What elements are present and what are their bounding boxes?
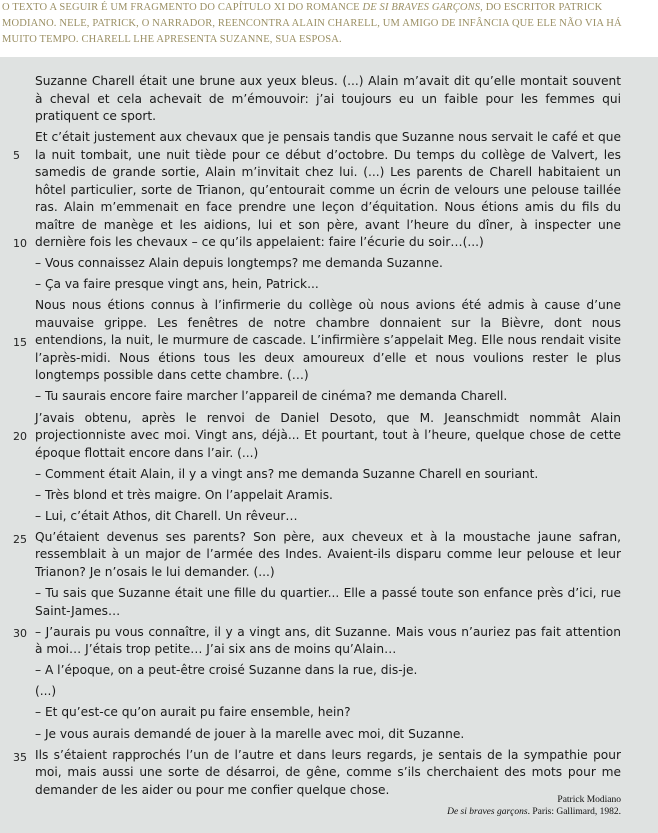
paragraph: – Vous connaissez Alain depuis longtemps? me demanda Suzanne. (35, 256, 443, 271)
paragraph: Et c’était justement aux chevaux que je pensais tandis que Suzanne nous servait le café et que la nuit tombait, une nuit tiède pour ce début d’octobre. Du temps du collège de Valvert, les samedis de grande sortie, Alain m’invitait chez lui. (...) Les parents de Charell habitaient un hôtel particulier, sorte de Trianon, qu’entourait comme un écrin de velours une pelouse taillée ras. Alain m’emmenait en face prendre une leçon d’équitation. Nous étions amis du fils du maître de manège et les aidions, lui et son père, avant l’heure du dîner, à inspecter une dernière fois les chevaux – ce qu’ils appelaient: faire l’écurie du soir…(...) (35, 130, 621, 250)
paragraph: – Et qu’est-ce qu’on aurait pu faire ensemble, hein? (35, 705, 351, 720)
paragraph: Ils s’étaient rapprochés l’un de l’autre et dans leurs regards, je sentais de la sympathie pour moi, mais aussi une sorte de désarroi, de gêne, comme s’ils cherchaient des mots pour me demander de les aider ou pour me confier quelque chose. (35, 747, 621, 797)
paragraph: Nous nous étions connus à l’infirmerie du collège où nous avions été admis à cause d’une mauvaise grippe. Les fenêtres de notre chambre donnaient sur la Bièvre, dont nous entendions, la nuit, le murmure de cascade. L’infirmière s’appelait Meg. Elle nous rendait visite l’après-midi. Nous étions tous les deux amoureux d’elle et nous voulions rester le plus longtemps possible dans cette chambre. (…) (35, 298, 621, 383)
credit-publisher: . Paris: Gallimard, 1982. (527, 807, 621, 817)
paragraph: Suzanne Charell était une brune aux yeux bleus. (...) Alain m’avait dit qu’elle montait souvent à cheval et cela achevait de m’émouvoir: j’ai toujours eu un faible pour les femmes qui pratiquent ce sport. (35, 74, 621, 123)
excerpt-text (35, 73, 621, 803)
source-credit (221, 794, 621, 818)
paragraph: (...) (35, 684, 57, 699)
line-number-25: 25 (13, 533, 27, 546)
paragraph: – Tu saurais encore faire marcher l’appareil de cinéma? me demanda Charell. (35, 389, 508, 404)
paragraph: Qu’étaient devenus ses parents? Son père, aux cheveux et à la moustache jaune safran, ressemblait à un major de l’armée des Indes. Avaient-ils disparu comme leur pelouse et leur Trianon? Je n’osais le lui demander. (...) (35, 529, 621, 579)
paragraph: – Lui, c’était Athos, dit Charell. Un rêveur… (35, 508, 298, 523)
paragraph: – Ça va faire presque vingt ans, hein, Patrick... (35, 277, 319, 292)
paragraph: – A l’époque, on a peut-être croisé Suzanne dans la rue, dis-je. (35, 663, 418, 678)
intro-book-title: DE SI BRAVES GARÇONS (362, 2, 481, 13)
line-number-15: 15 (13, 336, 27, 349)
paragraph: – Comment était Alain, il y a vingt ans? me demanda Suzanne Charell en souriant. (35, 466, 539, 481)
credit-book-title: De si braves garçons (447, 807, 528, 817)
credit-reference (221, 806, 621, 818)
line-number-30: 30 (13, 627, 27, 640)
line-number-20: 20 (13, 430, 27, 443)
intro-part2: , DO ESCRITOR PATRICK MODIANO. NELE, PATRICK, O NARRADOR, REENCONTRA ALAIN CHARELL, UM AMIGO DE INFÂNCIA QUE ELE NÃO VIA HÁ MUITO TEMPO. CHARELL LHE APRESENTA SUZANNE, SUA ESPOSA. (2, 2, 622, 45)
paragraph: – Très blond et très maigre. On l’appelait Aramis. (35, 487, 333, 502)
line-number-5: 5 (13, 149, 20, 162)
line-number-10: 10 (13, 237, 27, 250)
intro-part1: O TEXTO A SEGUIR É UM FRAGMENTO DO CAPÍTULO XI DO ROMANCE (2, 2, 363, 13)
line-number-35: 35 (13, 751, 27, 764)
paragraph: J’avais obtenu, après le renvoi de Daniel Desoto, que M. Jeanschmidt nommât Alain projectionniste avec moi. Vingt ans, déjà... Et pourtant, tout à l’heure, quelque chose de cette époque flottait encore dans l’air. (...) (35, 410, 621, 460)
intro-caption (0, 0, 658, 48)
credit-author: Patrick Modiano (557, 795, 621, 805)
paragraph: – J’aurais pu vous connaître, il y a vingt ans, dit Suzanne. Mais vous n’auriez pas fait attention à moi… J’étais trop petite… J’ai six ans de moins qu’Alain… (35, 624, 621, 657)
paragraph: – Je vous aurais demandé de jouer à la marelle avec moi, dit Suzanne. (35, 726, 465, 741)
paragraph: – Tu sais que Suzanne était une fille du quartier... Elle a passé toute son enfance près d’ici, rue Saint-James… (35, 586, 621, 618)
